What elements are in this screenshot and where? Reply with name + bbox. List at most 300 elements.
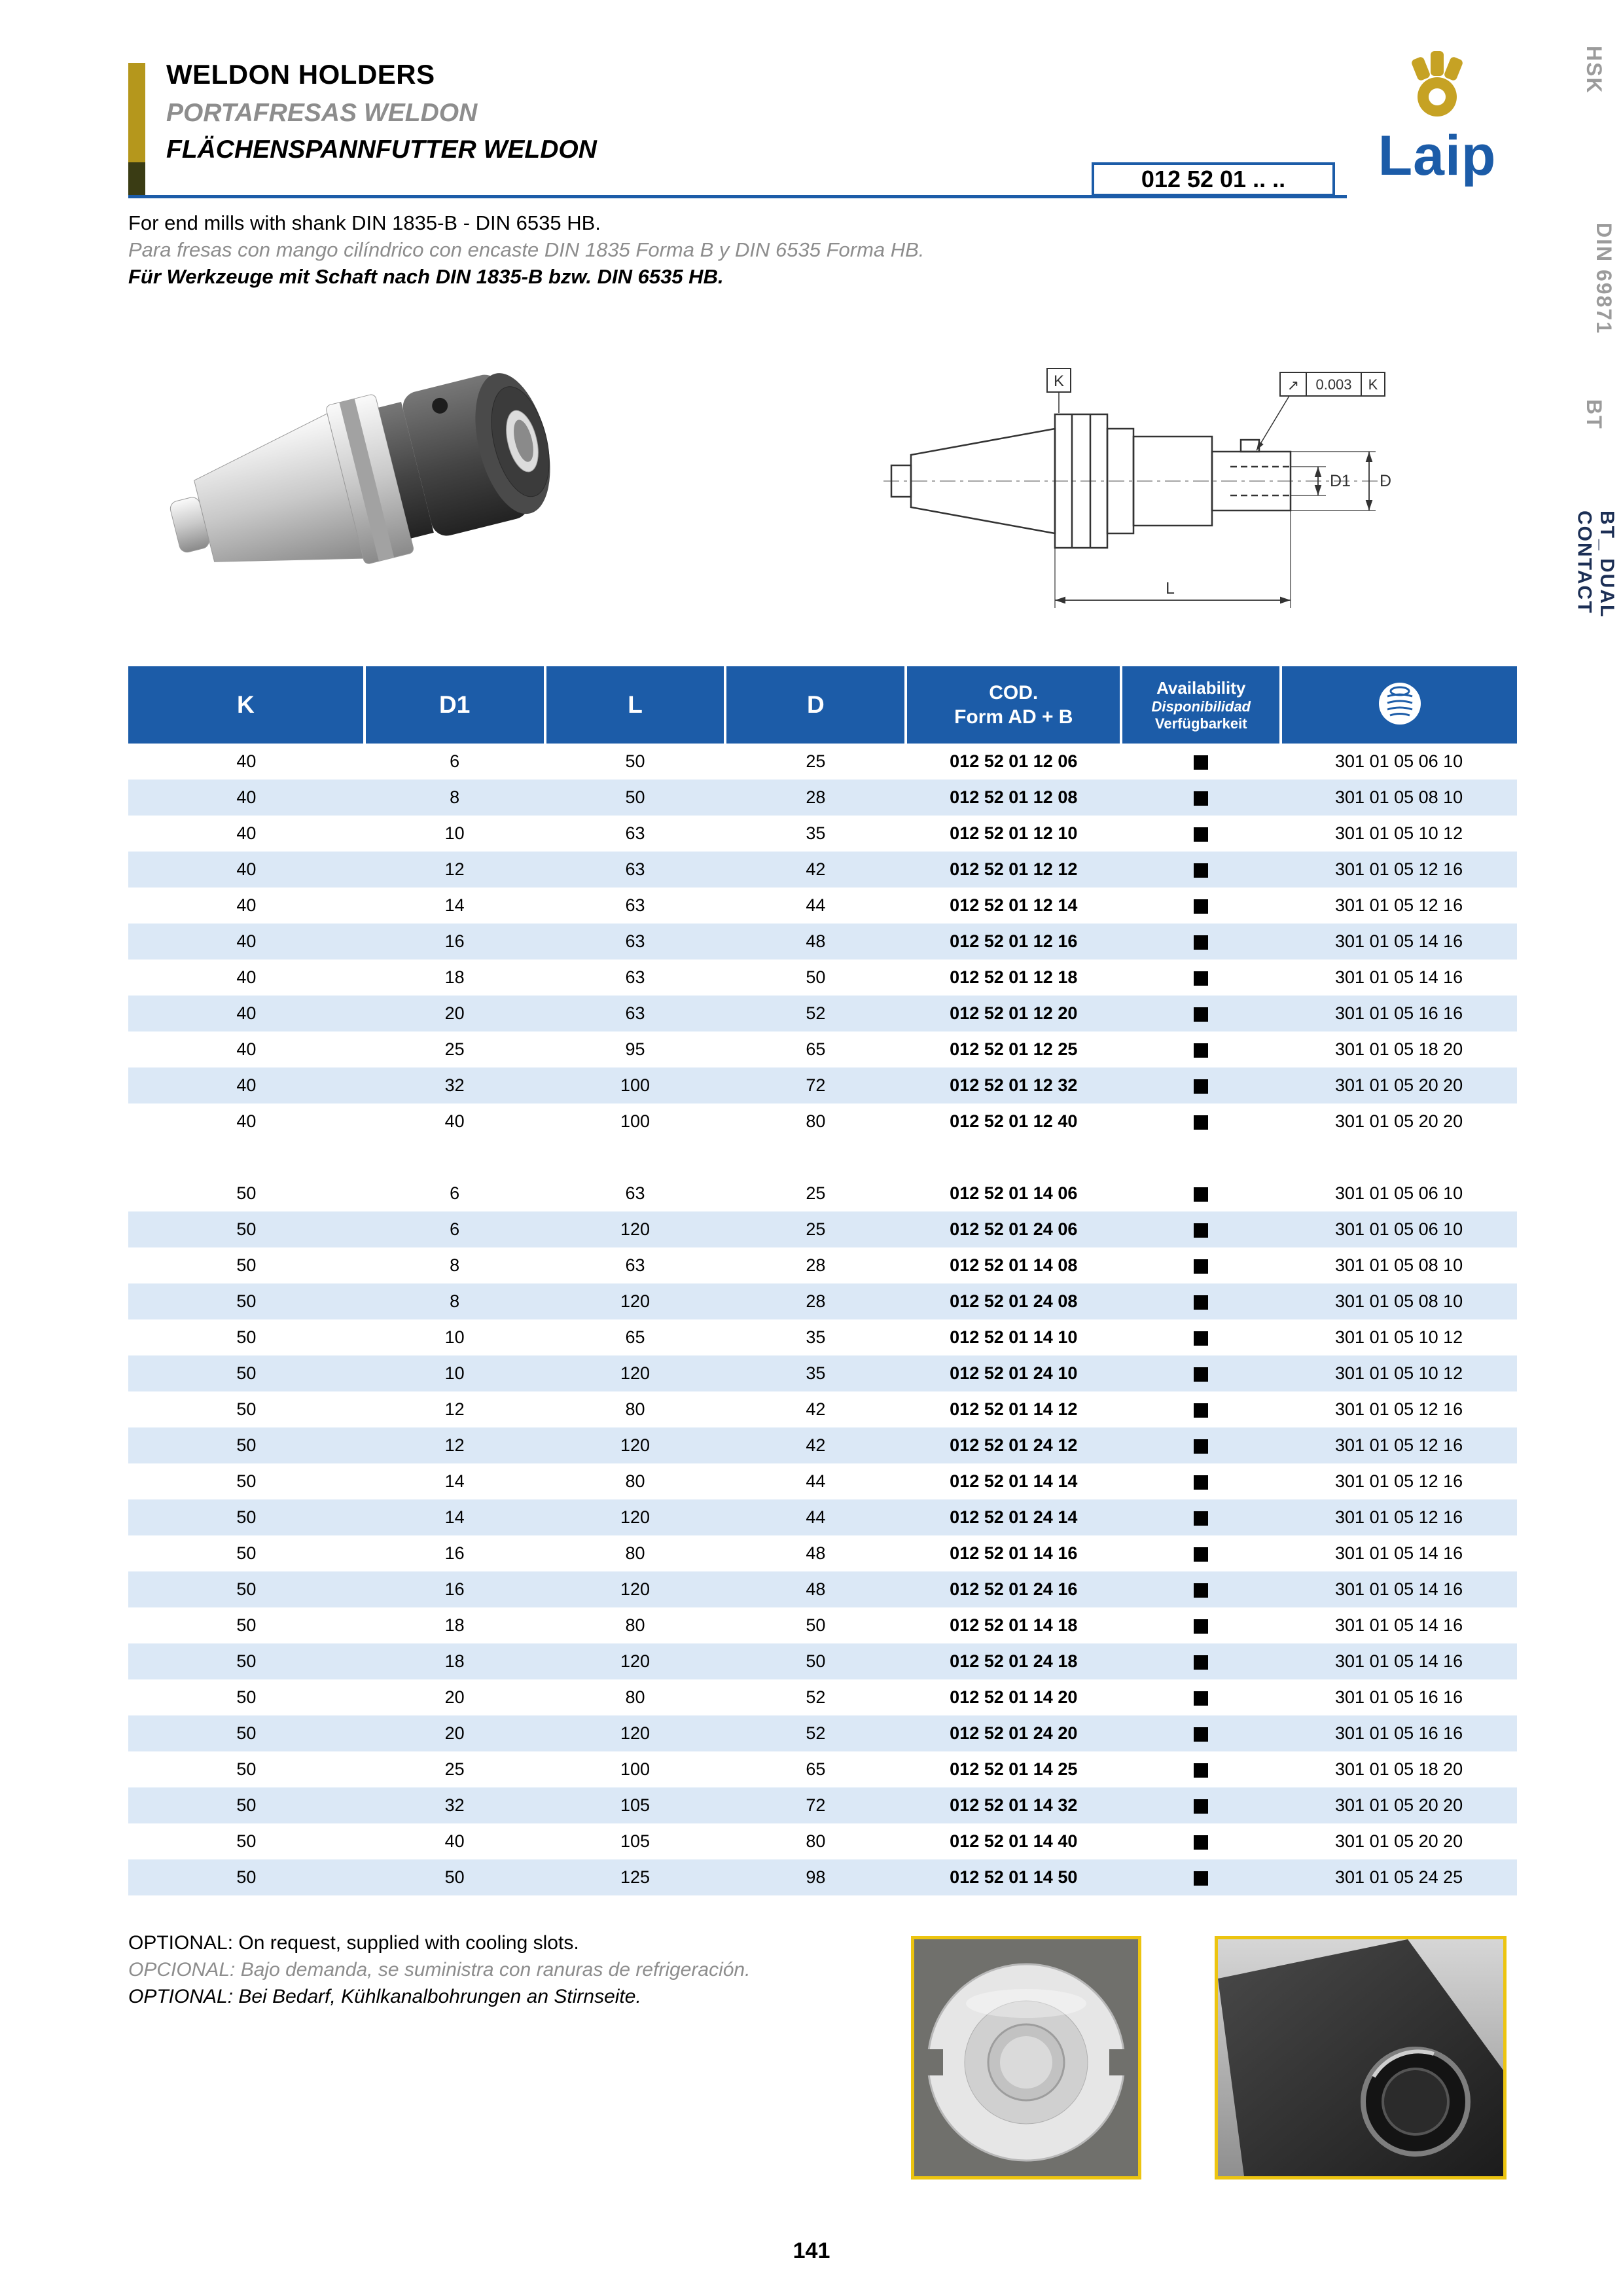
product-table: [128, 666, 1517, 1895]
cell-l: 120: [620, 1291, 651, 1311]
cell-d: 72: [806, 1075, 826, 1095]
cell-availability: [1121, 1427, 1281, 1463]
cell-cod: 012 52 01 24 10: [950, 1363, 1078, 1383]
cell-d: 50: [806, 1615, 826, 1635]
availability-square: [1194, 1763, 1208, 1778]
cell-availability: [1121, 1175, 1281, 1211]
table-row: [128, 1679, 1517, 1715]
spacer-row: [128, 1139, 1517, 1175]
cell-k: 50: [236, 1255, 257, 1275]
cell-cod: 012 52 01 12 06: [950, 751, 1078, 771]
runout-symbol: ↗: [1287, 377, 1300, 393]
cell-ref: 301 01 05 14 16: [1335, 1579, 1463, 1599]
table-row: [128, 1175, 1517, 1211]
optional-notes: [128, 1929, 750, 2010]
col-header-d: D: [725, 666, 906, 744]
table-row: [128, 744, 1517, 780]
availability-square: [1194, 755, 1208, 770]
cell-l: 105: [620, 1795, 651, 1815]
tool-holder-photo-illustration: [147, 321, 599, 641]
table-row: [128, 1103, 1517, 1139]
cell-l: 63: [625, 931, 645, 951]
side-tab-bt[interactable]: BT: [1582, 399, 1606, 430]
cell-availability: [1121, 1499, 1281, 1535]
cell-cod: 012 52 01 14 08: [950, 1255, 1078, 1275]
cell-d1: 14: [444, 1507, 465, 1527]
cell-d1: 18: [444, 1651, 465, 1671]
cell-l: 100: [620, 1075, 651, 1095]
dimension-drawing: [864, 331, 1414, 651]
cell-ref: 301 01 05 06 10: [1335, 1183, 1463, 1203]
cell-ref: 301 01 05 10 12: [1335, 1327, 1463, 1347]
screw-icon: [1374, 678, 1425, 729]
cell-l: 120: [620, 1435, 651, 1455]
cell-cod: 012 52 01 14 12: [950, 1399, 1078, 1419]
cell-ref: 301 01 05 12 16: [1335, 1507, 1463, 1527]
side-tab-bt-dual-contact[interactable]: BT_ DUAL CONTACT: [1573, 511, 1618, 618]
cell-d1: 6: [450, 1219, 460, 1239]
cell-l: 120: [620, 1579, 651, 1599]
cell-availability: [1121, 1607, 1281, 1643]
cell-d: 25: [806, 751, 826, 771]
product-code-box: 012 52 01 .. ..: [1092, 162, 1335, 196]
cell-d1: 40: [444, 1111, 465, 1131]
cell-l: 80: [625, 1543, 645, 1563]
cell-d1: 6: [450, 1183, 460, 1203]
cell-d: 52: [806, 1723, 826, 1743]
cell-ref: 301 01 05 16 16: [1335, 1003, 1463, 1023]
cell-k: 50: [236, 1399, 257, 1419]
cell-k: 50: [236, 1219, 257, 1239]
availability-square: [1194, 1367, 1208, 1382]
cell-cod: 012 52 01 12 14: [950, 895, 1078, 915]
cell-availability: [1121, 780, 1281, 816]
cell-d: 25: [806, 1219, 826, 1239]
cell-l: 100: [620, 1111, 651, 1131]
availability-square: [1194, 1007, 1208, 1022]
table-row: [128, 924, 1517, 960]
drawing-label-k: K: [1053, 372, 1065, 390]
page-title-block: [166, 58, 597, 166]
cell-l: 120: [620, 1651, 651, 1671]
cell-d1: 14: [444, 895, 465, 915]
cell-d1: 8: [450, 1255, 460, 1275]
table-row: [128, 816, 1517, 852]
cell-availability: [1121, 1571, 1281, 1607]
cell-ref: 301 01 05 10 12: [1335, 1363, 1463, 1383]
availability-square: [1194, 1619, 1208, 1634]
cell-l: 50: [625, 751, 645, 771]
cell-l: 105: [620, 1831, 651, 1851]
availability-square: [1194, 971, 1208, 986]
availability-square: [1194, 1403, 1208, 1418]
table-row: [128, 1211, 1517, 1247]
cell-cod: 012 52 01 14 16: [950, 1543, 1078, 1563]
cell-d1: 10: [444, 1327, 465, 1347]
cell-d: 25: [806, 1183, 826, 1203]
cell-cod: 012 52 01 24 08: [950, 1291, 1078, 1311]
cell-l: 120: [620, 1507, 651, 1527]
cell-availability: [1121, 1787, 1281, 1823]
cell-cod: 012 52 01 12 12: [950, 859, 1078, 879]
availability-square: [1194, 1223, 1208, 1238]
intro-line-de: Für Werkzeuge mit Schaft nach DIN 1835-B bzw. DIN 6535 HB.: [128, 265, 724, 288]
cell-d1: 18: [444, 1615, 465, 1635]
cell-l: 63: [625, 895, 645, 915]
cell-cod: 012 52 01 14 20: [950, 1687, 1078, 1707]
table-row: [128, 996, 1517, 1031]
cell-l: 125: [620, 1867, 651, 1887]
cell-d1: 32: [444, 1075, 465, 1095]
cell-k: 50: [236, 1615, 257, 1635]
cell-ref: 301 01 05 08 10: [1335, 1255, 1463, 1275]
cell-ref: 301 01 05 20 20: [1335, 1831, 1463, 1851]
cell-availability: [1121, 1715, 1281, 1751]
cell-ref: 301 01 05 14 16: [1335, 1543, 1463, 1563]
cell-d: 48: [806, 931, 826, 951]
table-row: [128, 960, 1517, 996]
cell-d1: 20: [444, 1003, 465, 1023]
table-row: [128, 1355, 1517, 1391]
availability-square: [1194, 827, 1208, 842]
col-header-ref: [1281, 666, 1517, 744]
availability-square: [1194, 1871, 1208, 1886]
table-row: [128, 1391, 1517, 1427]
holder-body-illustration: [1218, 1939, 1503, 2176]
cell-k: 40: [236, 931, 257, 951]
cell-l: 95: [625, 1039, 645, 1059]
cell-d: 28: [806, 1291, 826, 1311]
col-header-availability: Availability Disponibilidad Verfügbarkeit: [1121, 666, 1281, 744]
cell-ref: 301 01 05 16 16: [1335, 1723, 1463, 1743]
intro-line-es: Para fresas con mango cilíndrico con encaste DIN 1835 Forma B y DIN 6535 Forma HB.: [128, 238, 925, 261]
cell-d1: 12: [444, 1399, 465, 1419]
drawing-label-l: L: [1166, 579, 1175, 598]
cell-availability: [1121, 1823, 1281, 1859]
col-header-cod: COD. Form AD + B: [906, 666, 1121, 744]
availability-square: [1194, 1439, 1208, 1454]
cell-ref: 301 01 05 14 16: [1335, 931, 1463, 951]
intro-block: [128, 209, 924, 290]
detail-photo-body: [1215, 1936, 1507, 2179]
side-tab-din-69871[interactable]: DIN 69871: [1592, 223, 1616, 334]
cell-k: 50: [236, 1579, 257, 1599]
cell-k: 50: [236, 1183, 257, 1203]
cell-availability: [1121, 1319, 1281, 1355]
accent-bar-dark: [128, 162, 145, 198]
table-row: [128, 1067, 1517, 1103]
cell-d: 80: [806, 1111, 826, 1131]
cell-d: 50: [806, 1651, 826, 1671]
cell-availability: [1121, 1247, 1281, 1283]
cell-d1: 14: [444, 1471, 465, 1491]
table-row: [128, 1535, 1517, 1571]
cell-availability: [1121, 852, 1281, 888]
cell-d1: 8: [450, 787, 460, 807]
cell-k: 40: [236, 1075, 257, 1095]
cell-k: 50: [236, 1759, 257, 1779]
availability-square: [1194, 1547, 1208, 1562]
table-row: [128, 1607, 1517, 1643]
cell-availability: [1121, 1103, 1281, 1139]
cell-d: 48: [806, 1543, 826, 1563]
cell-availability: [1121, 1859, 1281, 1895]
runout-tolerance: 0.003: [1315, 376, 1352, 393]
holder-face-illustration: [914, 1939, 1138, 2176]
cell-ref: 301 01 05 20 20: [1335, 1111, 1463, 1131]
cell-k: 50: [236, 1363, 257, 1383]
cell-k: 40: [236, 967, 257, 987]
technical-drawing: [864, 331, 1414, 651]
cell-k: 40: [236, 1111, 257, 1131]
cell-k: 40: [236, 787, 257, 807]
cell-cod: 012 52 01 14 25: [950, 1759, 1078, 1779]
cell-cod: 012 52 01 12 18: [950, 967, 1078, 987]
cell-ref: 301 01 05 12 16: [1335, 895, 1463, 915]
availability-square: [1194, 1835, 1208, 1850]
table-row: [128, 1283, 1517, 1319]
drawing-label-d1: D1: [1330, 472, 1351, 490]
page-title-es: PORTAFRESAS WELDON: [166, 98, 478, 127]
cell-l: 63: [625, 859, 645, 879]
cell-cod: 012 52 01 24 12: [950, 1435, 1078, 1455]
availability-square: [1194, 791, 1208, 806]
cell-k: 50: [236, 1795, 257, 1815]
cell-d: 44: [806, 1471, 826, 1491]
cell-availability: [1121, 888, 1281, 924]
table-header-row: [128, 666, 1517, 744]
cell-d: 42: [806, 1399, 826, 1419]
availability-square: [1194, 1475, 1208, 1490]
cell-availability: [1121, 1391, 1281, 1427]
cell-ref: 301 01 05 20 20: [1335, 1075, 1463, 1095]
cell-cod: 012 52 01 24 14: [950, 1507, 1078, 1527]
cell-d: 35: [806, 1363, 826, 1383]
optional-line-de: OPTIONAL: Bei Bedarf, Kühlkanalbohrungen an Stirnseite.: [128, 1986, 641, 2007]
cell-cod: 012 52 01 14 10: [950, 1327, 1078, 1347]
cell-l: 120: [620, 1219, 651, 1239]
spacer-cell: [128, 1139, 1517, 1175]
table-row: [128, 1787, 1517, 1823]
cell-k: 40: [236, 859, 257, 879]
cell-cod: 012 52 01 12 08: [950, 787, 1078, 807]
cell-k: 50: [236, 1471, 257, 1491]
cell-d: 98: [806, 1867, 826, 1887]
cell-d: 65: [806, 1759, 826, 1779]
cell-l: 63: [625, 1183, 645, 1203]
cell-d: 80: [806, 1831, 826, 1851]
cell-availability: [1121, 960, 1281, 996]
product-photo: [147, 321, 599, 641]
cell-d: 42: [806, 1435, 826, 1455]
page-title-de: FLÄCHENSPANNFUTTER WELDON: [166, 135, 597, 164]
detail-photo-face: [911, 1936, 1141, 2179]
cell-cod: 012 52 01 24 18: [950, 1651, 1078, 1671]
cell-d1: 10: [444, 1363, 465, 1383]
cell-ref: 301 01 05 06 10: [1335, 1219, 1463, 1239]
cell-k: 50: [236, 1831, 257, 1851]
availability-square: [1194, 935, 1208, 950]
page-number: 141: [793, 2238, 830, 2263]
cell-cod: 012 52 01 12 20: [950, 1003, 1078, 1023]
availability-square: [1194, 1691, 1208, 1706]
cell-l: 120: [620, 1363, 651, 1383]
cell-l: 63: [625, 1255, 645, 1275]
cell-k: 50: [236, 1651, 257, 1671]
page-title-en: WELDON HOLDERS: [166, 59, 435, 90]
cell-k: 50: [236, 1543, 257, 1563]
laip-logo-icon: [1395, 46, 1480, 124]
cell-cod: 012 52 01 12 16: [950, 931, 1078, 951]
availability-square: [1194, 1115, 1208, 1130]
cell-availability: [1121, 1031, 1281, 1067]
cell-k: 40: [236, 823, 257, 843]
cell-d: 65: [806, 1039, 826, 1059]
cell-ref: 301 01 05 24 25: [1335, 1867, 1463, 1887]
cell-d1: 16: [444, 931, 465, 951]
cell-l: 80: [625, 1687, 645, 1707]
col-header-d1: D1: [365, 666, 545, 744]
cell-cod: 012 52 01 12 10: [950, 823, 1078, 843]
cell-k: 50: [236, 1867, 257, 1887]
cell-availability: [1121, 996, 1281, 1031]
cell-availability: [1121, 1067, 1281, 1103]
cell-d1: 10: [444, 823, 465, 843]
cell-d: 52: [806, 1687, 826, 1707]
cell-availability: [1121, 1643, 1281, 1679]
table-row: [128, 1463, 1517, 1499]
cell-ref: 301 01 05 16 16: [1335, 1687, 1463, 1707]
cell-k: 50: [236, 1687, 257, 1707]
cell-ref: 301 01 05 14 16: [1335, 967, 1463, 987]
cell-l: 63: [625, 967, 645, 987]
cell-cod: 012 52 01 14 14: [950, 1471, 1078, 1491]
cell-k: 50: [236, 1723, 257, 1743]
table-row: [128, 1643, 1517, 1679]
table-row: [128, 1859, 1517, 1895]
cell-d1: 16: [444, 1579, 465, 1599]
cell-k: 40: [236, 1003, 257, 1023]
cell-k: 50: [236, 1507, 257, 1527]
brand-name: Laip: [1378, 124, 1497, 187]
cell-d1: 40: [444, 1831, 465, 1851]
cell-l: 65: [625, 1327, 645, 1347]
availability-square: [1194, 1583, 1208, 1598]
cell-availability: [1121, 1751, 1281, 1787]
col-header-k: K: [128, 666, 365, 744]
cell-ref: 301 01 05 20 20: [1335, 1795, 1463, 1815]
table-row: [128, 1571, 1517, 1607]
cell-d: 42: [806, 859, 826, 879]
availability-square: [1194, 1259, 1208, 1274]
table-row: [128, 1499, 1517, 1535]
table-row: [128, 888, 1517, 924]
optional-line-en: OPTIONAL: On request, supplied with cooling slots.: [128, 1932, 579, 1954]
availability-square: [1194, 1799, 1208, 1814]
cell-cod: 012 52 01 24 16: [950, 1579, 1078, 1599]
cell-ref: 301 01 05 10 12: [1335, 823, 1463, 843]
cell-d1: 12: [444, 1435, 465, 1455]
cell-availability: [1121, 1463, 1281, 1499]
cell-d1: 25: [444, 1039, 465, 1059]
runout-datum: K: [1368, 376, 1378, 393]
cell-d: 44: [806, 895, 826, 915]
table-row: [128, 1427, 1517, 1463]
availability-square: [1194, 1187, 1208, 1202]
cell-cod: 012 52 01 14 06: [950, 1183, 1078, 1203]
cell-availability: [1121, 1535, 1281, 1571]
table-row: [128, 1031, 1517, 1067]
availability-square: [1194, 899, 1208, 914]
col-header-l: L: [545, 666, 726, 744]
availability-square: [1194, 1295, 1208, 1310]
cell-l: 50: [625, 787, 645, 807]
cell-ref: 301 01 05 08 10: [1335, 787, 1463, 807]
cell-cod: 012 52 01 12 25: [950, 1039, 1078, 1059]
cell-cod: 012 52 01 24 20: [950, 1723, 1078, 1743]
cell-ref: 301 01 05 08 10: [1335, 1291, 1463, 1311]
cell-d1: 16: [444, 1543, 465, 1563]
cell-d: 52: [806, 1003, 826, 1023]
cell-cod: 012 52 01 14 32: [950, 1795, 1078, 1815]
intro-line-en: For end mills with shank DIN 1835-B - DIN 6535 HB.: [128, 211, 601, 234]
table-body: [128, 744, 1517, 1895]
cell-d: 28: [806, 787, 826, 807]
brand-logo: [1352, 46, 1522, 187]
cell-k: 40: [236, 895, 257, 915]
cell-availability: [1121, 1211, 1281, 1247]
cell-k: 50: [236, 1327, 257, 1347]
cell-ref: 301 01 05 12 16: [1335, 1471, 1463, 1491]
availability-square: [1194, 863, 1208, 878]
cell-d1: 6: [450, 751, 460, 771]
cell-d: 48: [806, 1579, 826, 1599]
cell-l: 80: [625, 1399, 645, 1419]
optional-line-es: OPCIONAL: Bajo demanda, se suministra con ranuras de refrigeración.: [128, 1959, 751, 1981]
cell-l: 120: [620, 1723, 651, 1743]
table-row: [128, 1715, 1517, 1751]
cell-cod: 012 52 01 24 06: [950, 1219, 1078, 1239]
cell-d: 35: [806, 1327, 826, 1347]
cell-availability: [1121, 1283, 1281, 1319]
availability-square: [1194, 1511, 1208, 1526]
cell-d1: 12: [444, 859, 465, 879]
cell-ref: 301 01 05 06 10: [1335, 751, 1463, 771]
side-tab-hsk[interactable]: HSK: [1582, 46, 1606, 94]
cell-ref: 301 01 05 12 16: [1335, 1435, 1463, 1455]
product-table-wrap: [128, 666, 1517, 1895]
cell-d1: 25: [444, 1759, 465, 1779]
cell-availability: [1121, 1679, 1281, 1715]
table-row: [128, 852, 1517, 888]
cell-d: 28: [806, 1255, 826, 1275]
cell-l: 80: [625, 1615, 645, 1635]
cell-cod: 012 52 01 14 50: [950, 1867, 1078, 1887]
cell-ref: 301 01 05 14 16: [1335, 1651, 1463, 1671]
cell-d1: 20: [444, 1723, 465, 1743]
cell-availability: [1121, 1355, 1281, 1391]
cell-ref: 301 01 05 12 16: [1335, 859, 1463, 879]
cell-availability: [1121, 744, 1281, 780]
table-row: [128, 1247, 1517, 1283]
cell-d1: 50: [444, 1867, 465, 1887]
cell-d1: 18: [444, 967, 465, 987]
cell-cod: 012 52 01 12 32: [950, 1075, 1078, 1095]
availability-square: [1194, 1727, 1208, 1742]
cell-l: 63: [625, 823, 645, 843]
cell-l: 63: [625, 1003, 645, 1023]
cell-d: 50: [806, 967, 826, 987]
